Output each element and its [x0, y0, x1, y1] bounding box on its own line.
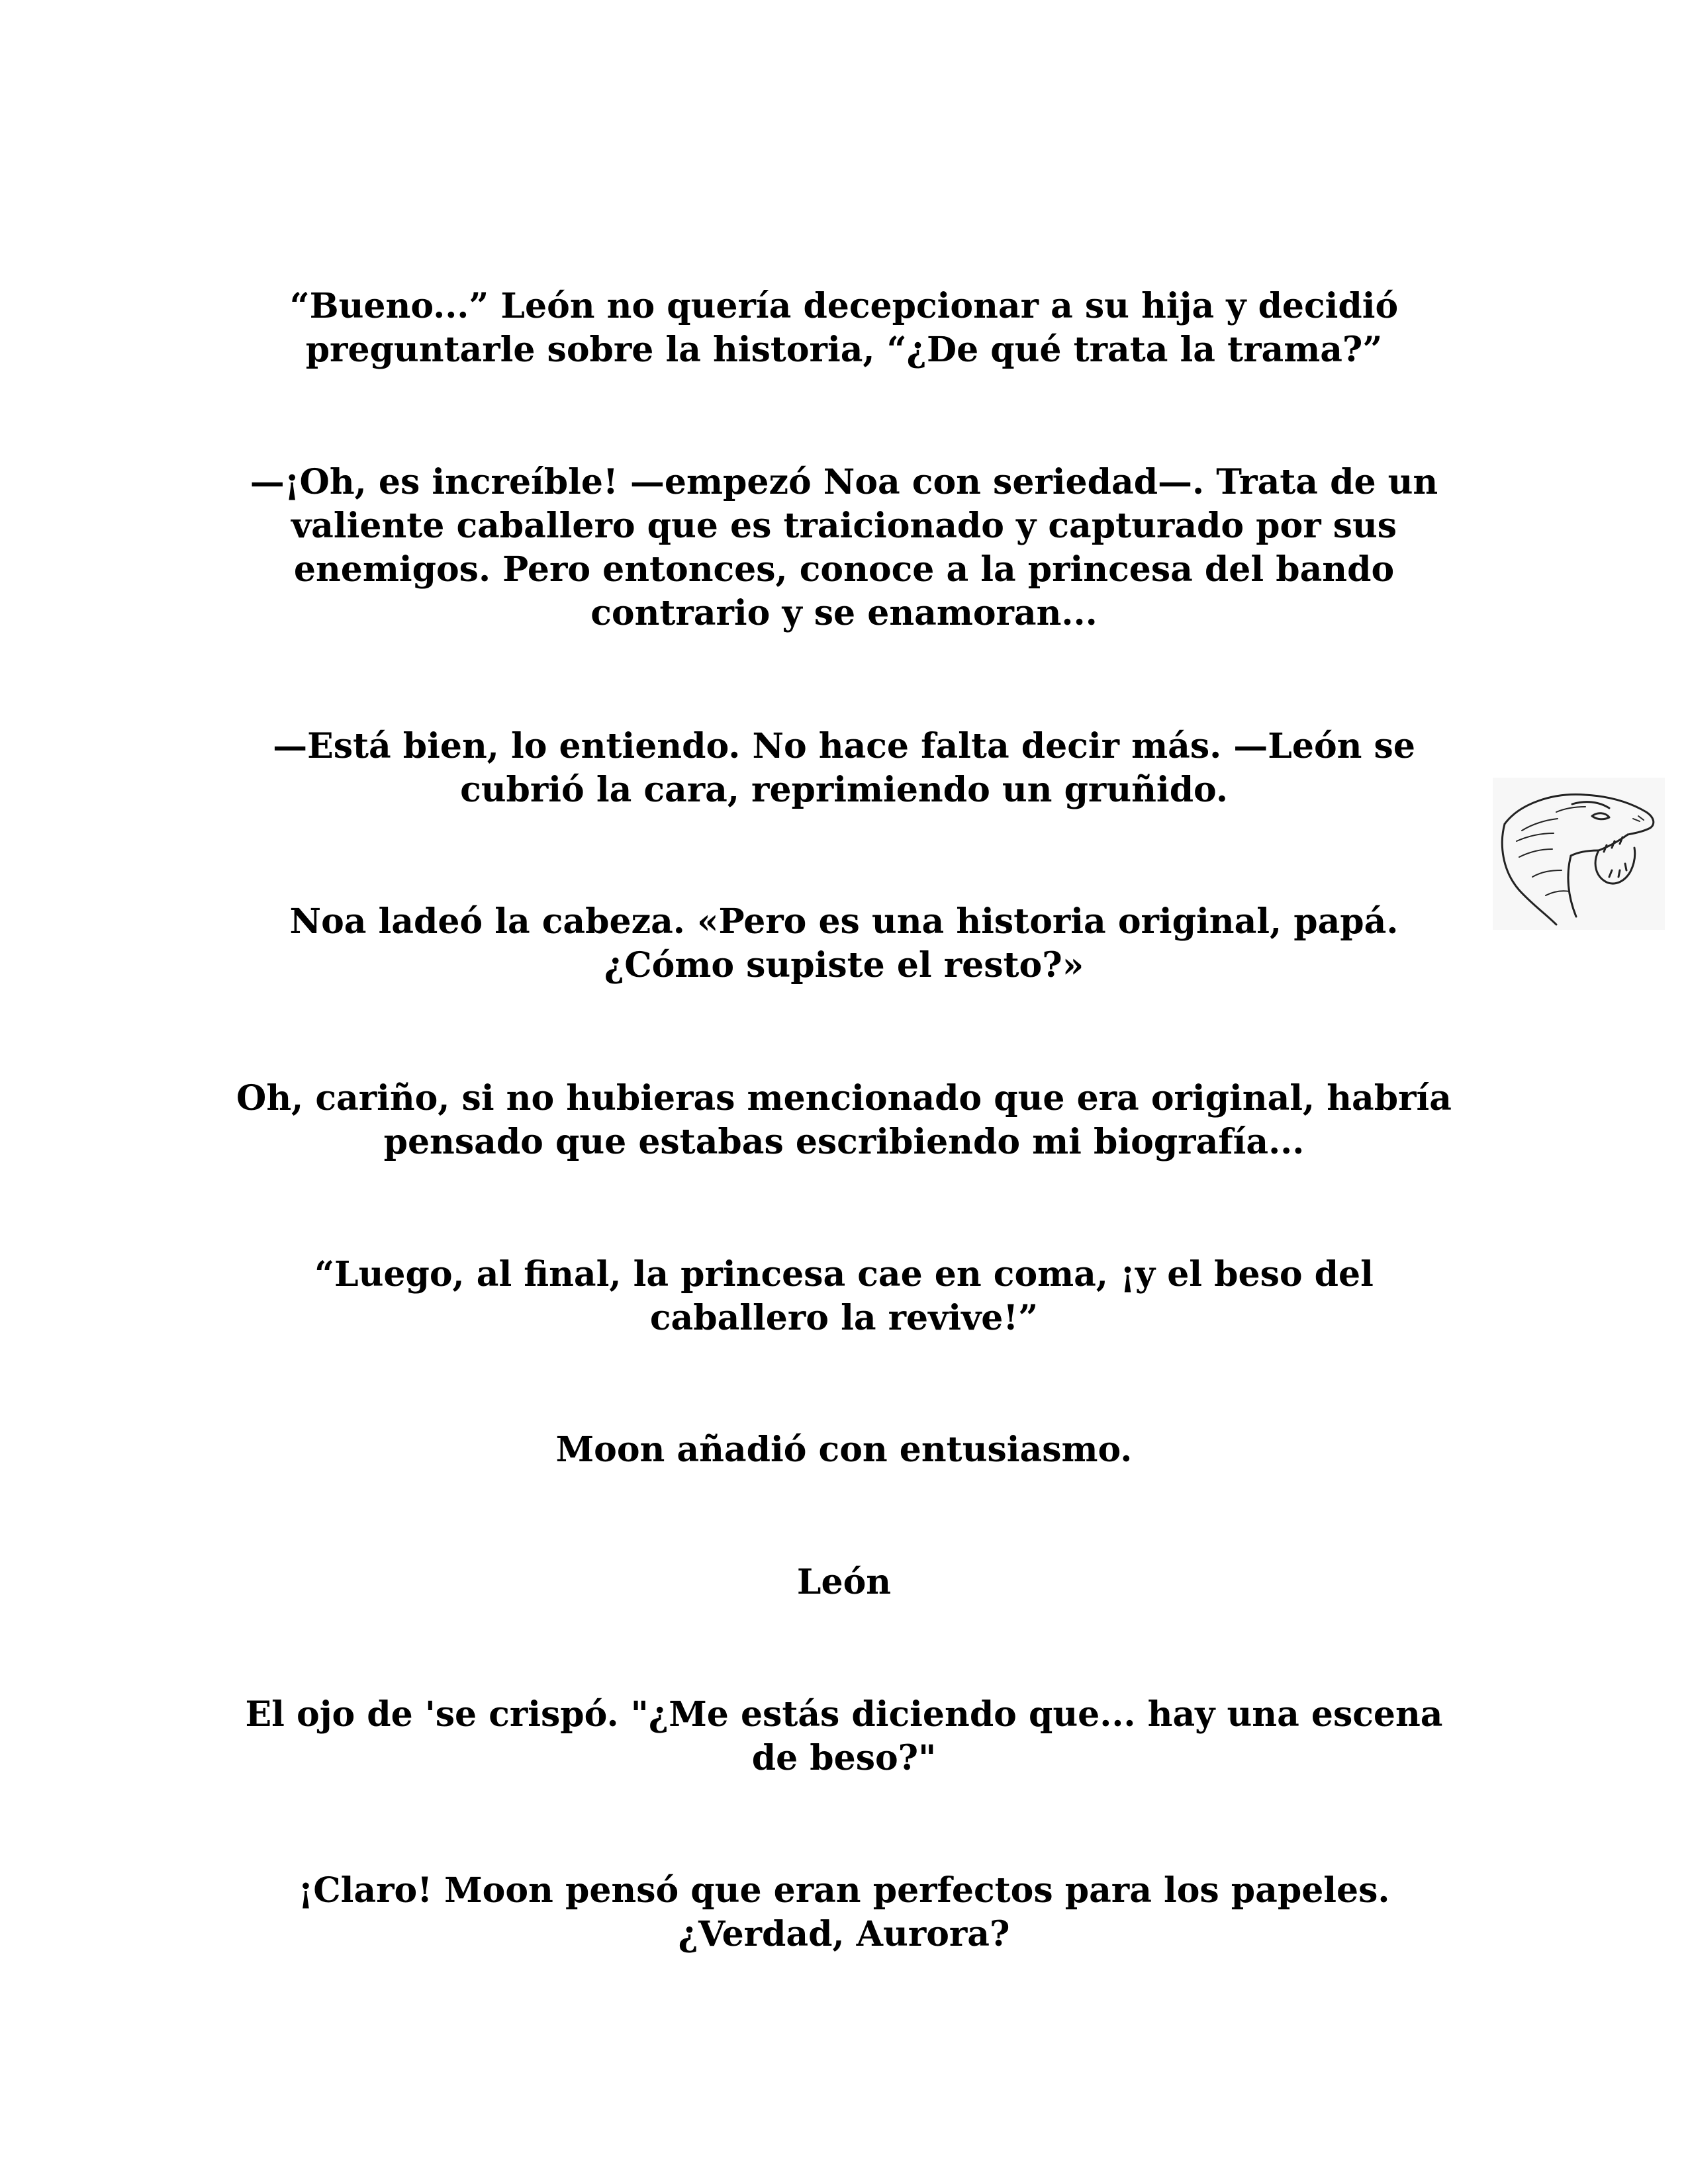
paragraph-line: ¿Cómo supiste el resto?»: [604, 945, 1084, 985]
paragraph-line: valiente caballero que es traicionado y capturado por sus: [291, 506, 1397, 546]
paragraph-1: [199, 285, 1489, 372]
paragraph-2: [199, 461, 1489, 635]
paragraph-line: —Está bien, lo entiendo. No hace falta decir más. —León se: [273, 726, 1415, 766]
paragraph-line: de beso?": [751, 1738, 937, 1778]
paragraph-line: caballero la revive!”: [649, 1298, 1039, 1338]
paragraph-line: contrario y se enamoran...: [590, 593, 1098, 633]
paragraph-line: ¡Claro! Moon pensó que eran perfectos para los papeles.: [298, 1870, 1390, 1911]
paragraph-9: [199, 1693, 1489, 1780]
paragraph-5: [199, 1077, 1489, 1164]
paragraph-line: preguntarle sobre la historia, “¿De qué trata la trama?”: [305, 330, 1383, 370]
paragraph-line: Oh, cariño, si no hubieras mencionado que era original, habría: [236, 1078, 1452, 1118]
paragraph-line: —¡Oh, es increíble! —empezó Noa con seriedad—. Trata de un: [250, 462, 1438, 502]
paragraph-line: “Bueno...” León no quería decepcionar a su hija y decidió: [289, 286, 1399, 326]
paragraph-line: Noa ladeó la cabeza. «Pero es una historia original, papá.: [289, 901, 1399, 942]
paragraph-3: [199, 725, 1489, 812]
paragraph-6: [199, 1253, 1489, 1340]
dinosaur-head-icon: [1493, 778, 1665, 930]
paragraph-4: [199, 900, 1489, 987]
paragraph-line: Moon añadió con entusiasmo.: [555, 1430, 1133, 1470]
paragraph-7: [199, 1428, 1489, 1472]
paragraph-line: León: [796, 1562, 892, 1602]
paragraph-line: cubrió la cara, reprimiendo un gruñido.: [460, 770, 1228, 810]
paragraph-10: [199, 1869, 1489, 1956]
paragraph-line: enemigos. Pero entonces, conoce a la princesa del bando: [293, 549, 1395, 590]
paragraph-line: pensado que estabas escribiendo mi biografía...: [383, 1122, 1305, 1162]
paragraph-line: “Luego, al final, la princesa cae en coma, ¡y el beso del: [314, 1254, 1374, 1295]
paragraph-line: El ojo de 'se crispó. "¿Me estás diciendo que... hay una escena: [245, 1694, 1443, 1735]
paragraph-8: [199, 1561, 1489, 1604]
paragraph-line: ¿Verdad, Aurora?: [678, 1914, 1010, 1954]
